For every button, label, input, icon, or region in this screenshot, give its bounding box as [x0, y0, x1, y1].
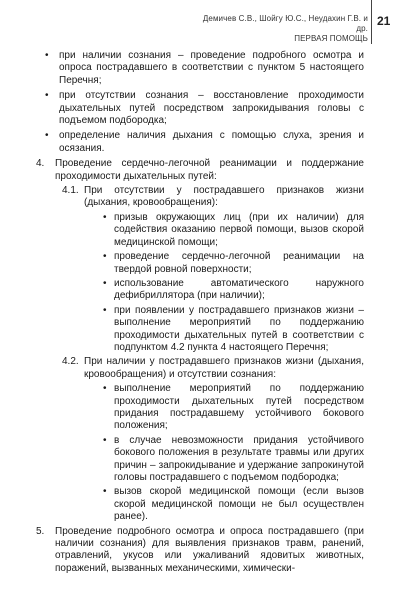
- item-text: При наличии у пострадавшего признаков жизни (дыхания, кровообращения) и отсутствии сознания:: [84, 356, 364, 380]
- bullet-icon: •: [45, 90, 49, 102]
- list-item-text: при появлении у пострадавшего признаков жизни – выполнение мероприятий по поддержанию проходимости дыхательных путей в соответствии с подпунктом 4.2 пункта 4 настоящего Перечня;: [114, 304, 364, 353]
- list-item: [36, 50, 364, 87]
- list-item-text: при отсутствии сознания – восстановление проходимости дыхательных путей посредством запрокидывания головы с подъемом подбородка;: [59, 90, 364, 127]
- header-divider: [371, 0, 372, 44]
- header-title: ПЕРВАЯ ПОМОЩЬ: [294, 34, 368, 43]
- bullet-icon: •: [103, 277, 107, 289]
- running-header: [200, 14, 368, 44]
- bullet-icon: •: [103, 486, 107, 498]
- item-text: Проведение подробного осмотра и опроса пострадавшего (при наличии сознания) для выявления признаков травм, ранений, отравлений, укусов или ужаливаний ядовитых животных, поражений, вызванных механическими, химически-: [55, 525, 364, 574]
- bullet-icon: •: [103, 304, 107, 316]
- list-item-text: использование автоматического наружного дефибриллятора (при наличии);: [114, 277, 364, 302]
- list-item-text: при наличии сознания – проведение подробного осмотра и опроса пострадавшего в соответствии с пунктом 5 настоящего Перечня;: [59, 50, 364, 86]
- item-number: 4.: [36, 158, 45, 170]
- page-number: 21: [377, 14, 391, 28]
- bullet-icon: •: [45, 130, 49, 142]
- list-item: [36, 130, 364, 155]
- numbered-item-4: [36, 158, 364, 183]
- bullet-icon: •: [45, 50, 49, 61]
- list-item-text: призыв окружающих лиц (при их наличии) для содействия оказанию первой помощи, вызов скорой медицинской помощи;: [114, 211, 364, 248]
- bullet-icon: •: [103, 211, 107, 223]
- list-item-text: проведение сердечно-легочной реанимации на твердой ровной поверхности;: [114, 251, 364, 275]
- list-item: [36, 305, 364, 355]
- list-item: [36, 90, 364, 127]
- list-item: [36, 212, 364, 249]
- list-item-text: определение наличия дыхания с помощью слуха, зрения и осязания.: [59, 130, 364, 154]
- list-item-text: выполнение мероприятий по поддержанию проходимости дыхательных путей посредством придания пострадавшему устойчивого бокового положения;: [114, 383, 364, 432]
- bullet-icon: •: [103, 434, 107, 446]
- bullet-icon: •: [103, 251, 107, 263]
- header-authors: Демичев С.В., Шойгу Ю.С., Неудахин Г.В. и др.: [202, 14, 368, 33]
- list-item: [36, 486, 364, 523]
- list-item: [36, 278, 364, 303]
- item-number: 5.: [36, 525, 45, 537]
- list-item: [36, 251, 364, 276]
- list-item: [36, 383, 364, 433]
- page-body: [36, 50, 364, 577]
- list-item-text: в случае невозможности придания устойчивого бокового положения в результате травмы или других причин – запрокидывание и удержание запрокинутой головы пострадавшего с подъемом подбородка;: [114, 434, 364, 483]
- item-number: 4.1.: [62, 185, 79, 197]
- numbered-item-5: [36, 526, 364, 576]
- list-item: [36, 435, 364, 485]
- subitem-4-1: [36, 185, 364, 210]
- bullet-icon: •: [103, 383, 107, 395]
- item-number: 4.2.: [62, 356, 79, 368]
- list-item-text: вызов скорой медицинской помощи (если вызов скорой медицинской помощи не был осуществлен ранее).: [114, 486, 364, 523]
- item-text: При отсутствии у пострадавшего признаков жизни (дыхания, кровообращения):: [84, 185, 364, 209]
- subitem-4-2: [36, 356, 364, 381]
- item-text: Проведение сердечно-легочной реанимации и поддержание проходимости дыхательных путей:: [55, 158, 364, 182]
